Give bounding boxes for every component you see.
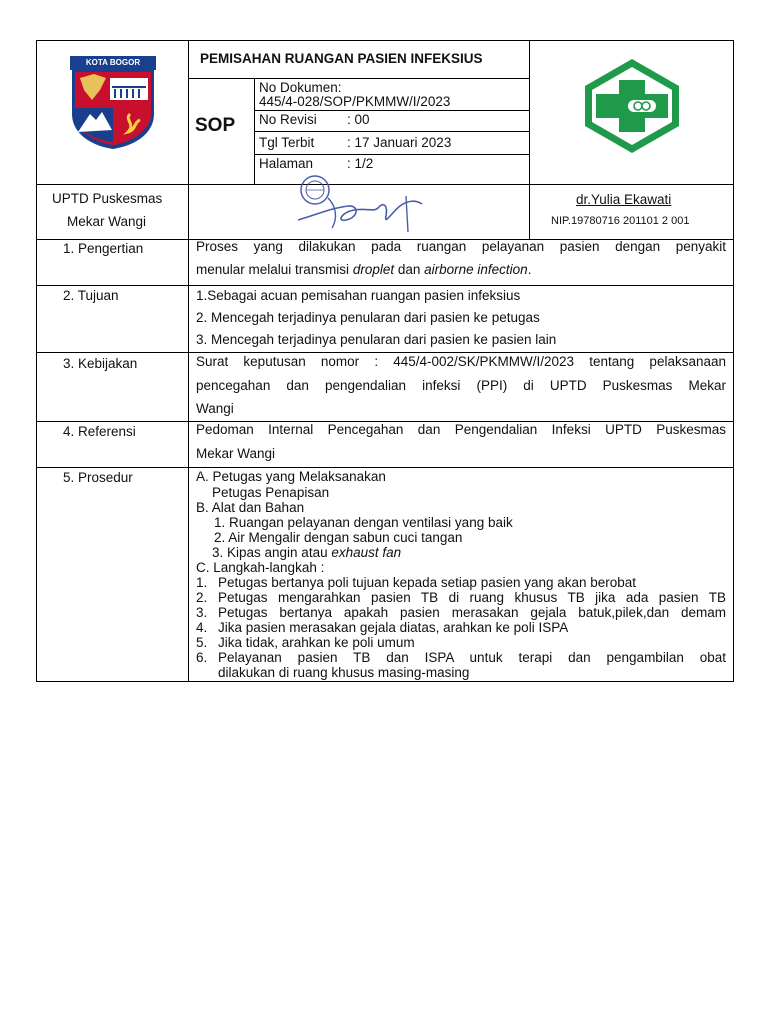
prosedur-b-item3-em: exhaust fan bbox=[331, 545, 402, 560]
step-text: Petugas bertanya poli tujuan kepada setiap pasien yang akan berobat bbox=[218, 575, 637, 590]
kebijakan-label: 3. Kebijakan bbox=[63, 356, 138, 371]
doc-no-value: 445/4-028/SOP/PKMMW/I/2023 bbox=[259, 94, 451, 109]
prosedur-a-item: Petugas Penapisan bbox=[212, 485, 330, 500]
prosedur-label: 5. Prosedur bbox=[63, 470, 133, 485]
kebijakan-line2: pencegahan dan pengendalian infeksi (PPI) di UPTD Puskesmas Mekar bbox=[196, 378, 726, 393]
tujuan-label: 2. Tujuan bbox=[63, 288, 119, 303]
doc-no-label: No Dokumen: bbox=[259, 80, 342, 95]
referensi-label: 4. Referensi bbox=[63, 424, 136, 439]
prosedur-b-title: B. Alat dan Bahan bbox=[196, 500, 305, 515]
step-number: 4. bbox=[196, 620, 208, 635]
step-text-continued: dilakukan di ruang khusus masing-masing bbox=[218, 665, 470, 680]
step-text: Jika pasien merasakan gejala diatas, arahkan ke poli ISPA bbox=[218, 620, 569, 635]
signature bbox=[288, 190, 438, 235]
pengertian-line2-droplet: droplet bbox=[352, 262, 395, 277]
pengertian-line2-post: . bbox=[527, 262, 532, 277]
revisi-label: No Revisi bbox=[259, 112, 317, 127]
revisi-value: : 00 bbox=[347, 112, 370, 127]
prosedur-b-item bbox=[212, 545, 401, 560]
step-text: Petugas mengarahkan pasien TB di ruang khusus TB jika ada pasien TB bbox=[218, 590, 726, 605]
pengertian-label: 1. Pengertian bbox=[63, 241, 144, 256]
tujuan-item: 3. Mencegah terjadinya penularan dari pasien ke pasien lain bbox=[196, 332, 557, 347]
pengertian-line2 bbox=[196, 262, 531, 278]
step-number: 2. bbox=[196, 590, 208, 605]
puskesmas-logo bbox=[582, 56, 682, 156]
referensi-line2: Mekar Wangi bbox=[196, 446, 276, 461]
kebijakan-line3: Wangi bbox=[196, 401, 234, 416]
sop-label: SOP bbox=[195, 115, 236, 136]
unit-name-line1: UPTD Puskesmas bbox=[52, 191, 163, 206]
halaman-value: : 1/2 bbox=[347, 156, 374, 171]
step-text: Pelayanan pasien TB dan ISPA untuk terapi dan pengambilan obat bbox=[218, 650, 726, 665]
step-number: 3. bbox=[196, 605, 208, 620]
pengertian-line1: Proses yang dilakukan pada ruangan pelayanan pasien dengan penyakit bbox=[196, 239, 726, 254]
prosedur-b-item3-pre: 3. Kipas angin atau bbox=[212, 545, 332, 560]
step-text: Jika tidak, arahkan ke poli umum bbox=[218, 635, 415, 650]
step-number: 6. bbox=[196, 650, 208, 665]
halaman-label: Halaman bbox=[259, 156, 314, 171]
kebijakan-line1: Surat keputusan nomor : 445/4-002/SK/PKMMW/I/2023 tentang pelaksanaan bbox=[196, 354, 726, 369]
pengertian-line2-mid: dan bbox=[394, 262, 425, 277]
referensi-line1: Pedoman Internal Pencegahan dan Pengendalian Infeksi UPTD Puskesmas bbox=[196, 422, 726, 437]
tujuan-item: 2. Mencegah terjadinya penularan dari pasien ke petugas bbox=[196, 310, 540, 325]
pengertian-line2-pre: menular melalui transmisi bbox=[196, 262, 353, 277]
tujuan-item: 1.Sebagai acuan pemisahan ruangan pasien infeksius bbox=[196, 288, 521, 303]
prosedur-b-item: 1. Ruangan pelayanan dengan ventilasi yang baik bbox=[214, 515, 513, 530]
terbit-value: : 17 Januari 2023 bbox=[347, 135, 452, 150]
signer-name: dr.Yulia Ekawati bbox=[576, 192, 672, 207]
step-number: 5. bbox=[196, 635, 208, 650]
step-number: 1. bbox=[196, 575, 208, 590]
prosedur-b-item: 2. Air Mengalir dengan sabun cuci tangan bbox=[214, 530, 463, 545]
step-text: Petugas bertanya apakah pasien merasakan gejala batuk,pilek,dan demam bbox=[218, 605, 726, 620]
unit-name-line2: Mekar Wangi bbox=[67, 214, 147, 229]
kota-bogor-logo bbox=[70, 56, 156, 150]
signer-nip: NIP.19780716 201101 2 001 bbox=[551, 215, 690, 227]
pengertian-line2-airborne: airborne infection bbox=[424, 262, 528, 277]
kota-label: KOTA BOGOR bbox=[85, 58, 141, 67]
terbit-label: Tgl Terbit bbox=[259, 135, 315, 150]
prosedur-c-title: C. Langkah-langkah : bbox=[196, 560, 325, 575]
prosedur-a-title: A. Petugas yang Melaksanakan bbox=[196, 469, 386, 484]
page-title: PEMISAHAN RUANGAN PASIEN INFEKSIUS bbox=[200, 51, 483, 66]
